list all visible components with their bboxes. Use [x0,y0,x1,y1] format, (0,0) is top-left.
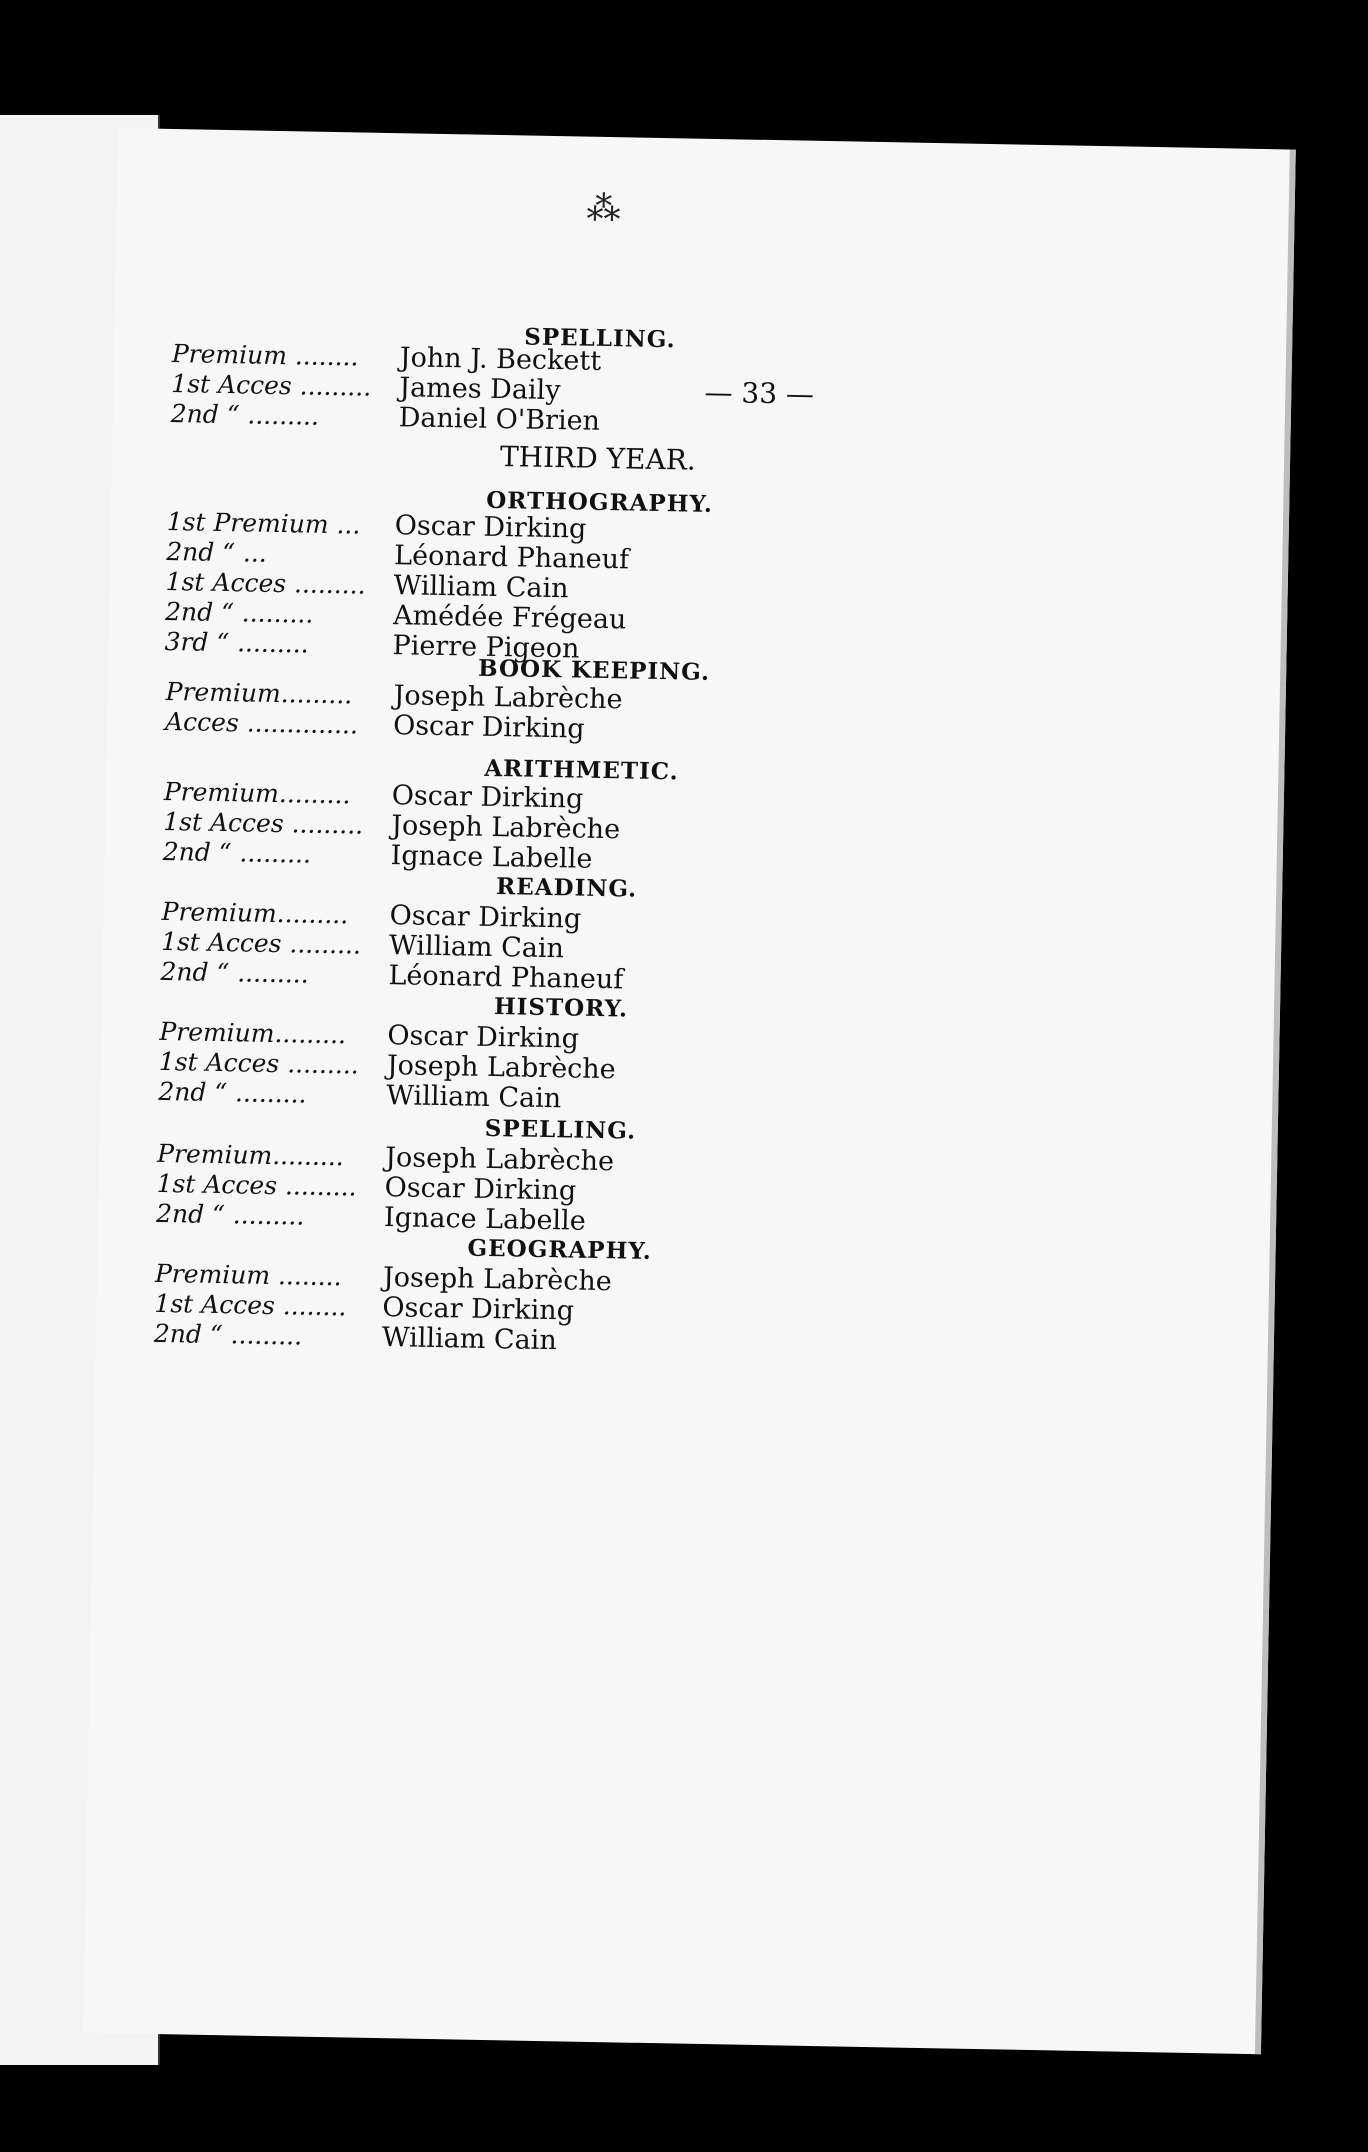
award-name: William Cain [381,1322,558,1357]
section-title-arithmetic: ARITHMETIC. [484,754,679,786]
award-name: Oscar Dirking [394,510,587,545]
award-label: 1st Acces ......... [156,1168,357,1202]
award-list-geography [154,1259,676,1359]
section-title-book-keeping: BOOK KEEPING. [477,654,711,686]
section-title-geography: GEOGRAPHY. [467,1234,653,1265]
award-label: 1st Premium ... [166,506,361,540]
award-label: 1st Acces ........ [154,1288,347,1322]
award-list-history [158,1017,680,1117]
award-label: 3rd “ ......... [164,626,309,659]
award-label: Premium......... [161,896,349,930]
award-name: Joseph Labrèche [393,680,623,716]
award-name: Léonard Phaneuf [388,960,624,996]
award-name: Oscar Dirking [382,1292,575,1327]
award-list-book-keeping [165,677,686,747]
award-list-arithmetic [162,777,684,877]
award-label: Acces .............. [164,706,359,740]
award-name: Léonard Phaneuf [393,540,630,576]
document-page [83,128,1296,2054]
award-list-orthography [164,507,687,667]
award-name: Oscar Dirking [391,780,584,815]
award-name: William Cain [393,570,569,605]
section-title-history: HISTORY. [493,993,629,1023]
award-name: Oscar Dirking [392,710,585,745]
section-title-spelling-2: SPELLING. [484,1114,637,1145]
year-heading: THIRD YEAR. [499,440,697,477]
award-name: Joseph Labrèche [382,1262,613,1298]
award-label: Premium......... [156,1138,345,1172]
award-list-spelling [170,339,692,439]
award-label: Premium......... [163,776,351,810]
award-name: James Daily [399,372,561,407]
award-label: 1st Acces ......... [158,1046,360,1080]
award-label: 2nd “ ......... [162,836,312,869]
award-name: Ignace Labelle [383,1202,586,1237]
award-label: 1st Acces ......... [171,369,372,402]
award-label: 2nd “ ......... [164,596,314,629]
page-number: — 33 — [704,375,815,411]
section-title-spelling: SPELLING. [523,323,676,354]
award-name: Ignace Labelle [390,840,593,875]
award-label: Premium ........ [171,339,359,372]
award-label: 2nd “ ......... [158,1076,307,1109]
award-name: William Cain [386,1080,562,1115]
award-label: Premium......... [165,676,353,710]
award-name: Oscar Dirking [384,1172,577,1207]
award-label: Premium ........ [154,1258,342,1292]
award-name: Joseph Labrèche [390,810,621,846]
award-list-spelling-2 [156,1139,678,1239]
award-name: Amédée Frégeau [392,600,627,636]
award-name: William Cain [388,930,565,965]
award-name: Oscar Dirking [387,1020,580,1055]
award-label: Premium......... [159,1016,347,1050]
award-label: 2nd “ ......... [155,1198,305,1231]
award-name: Oscar Dirking [389,900,582,935]
award-label: 2nd “ ... [165,536,268,568]
award-label: 1st Acces ......... [163,806,364,840]
award-label: 2nd “ ......... [160,956,310,989]
section-title-reading: READING. [495,873,638,903]
section-title-orthography: ORTHOGRAPHY. [485,486,714,518]
page-ornament-mark: ⁂ [586,188,621,230]
award-name: Pierre Pigeon [392,630,580,665]
award-list-reading [160,897,682,997]
award-label: 1st Acces ......... [160,926,362,960]
award-label: 2nd “ ......... [170,399,320,431]
award-label: 1st Acces ......... [165,566,366,600]
award-name: Joseph Labrèche [384,1142,615,1178]
award-label: 2nd “ ......... [153,1318,303,1351]
award-name: John J. Beckett [399,342,602,377]
award-name: Joseph Labrèche [386,1050,616,1086]
award-name: Daniel O'Brien [398,402,601,437]
